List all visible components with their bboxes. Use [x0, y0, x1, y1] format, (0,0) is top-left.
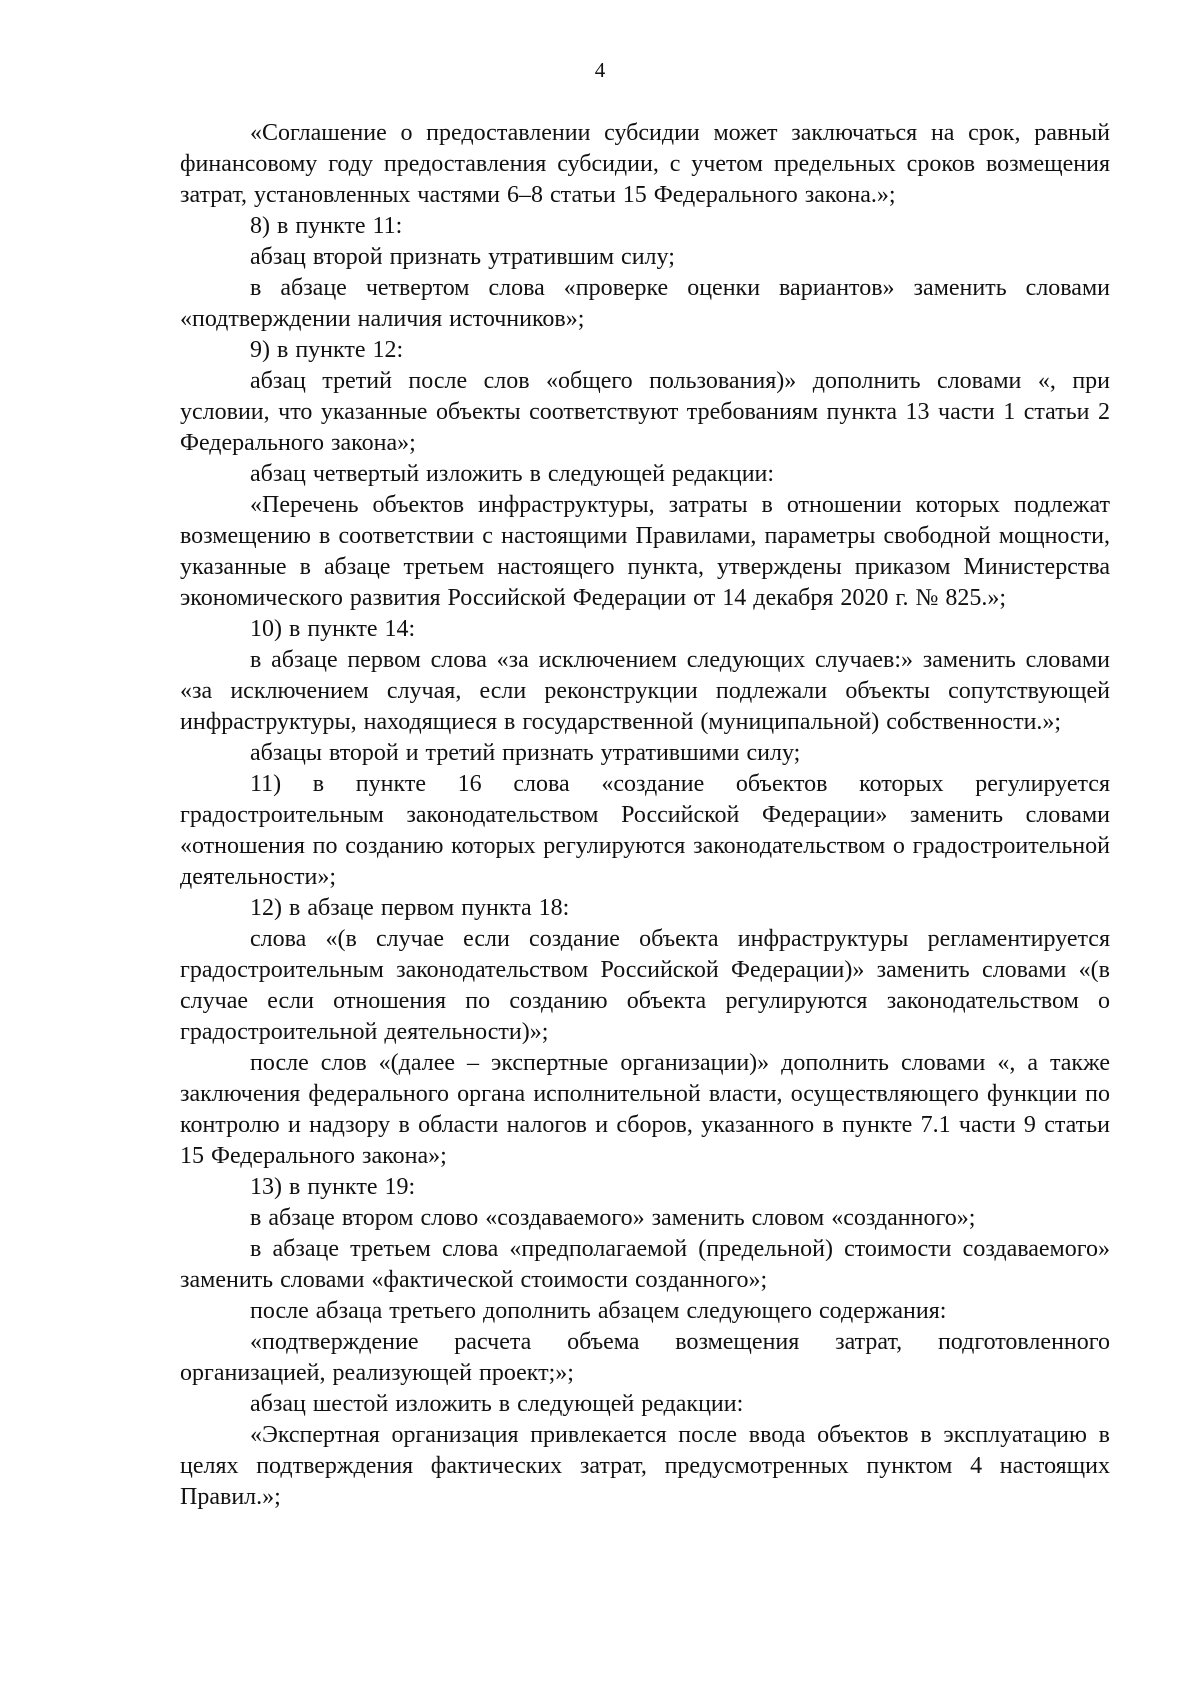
- paragraph: абзац второй признать утратившим силу;: [250, 244, 675, 270]
- paragraph: «подтверждение расчета объема возмещения затрат, подготовленного организацией, реализующей проект;»;: [180, 1329, 1110, 1386]
- document-body: [180, 118, 1110, 1513]
- paragraph: после абзаца третьего дополнить абзацем следующего содержания:: [250, 1298, 947, 1324]
- paragraph: 10) в пункте 14:: [250, 616, 416, 642]
- paragraph: абзац шестой изложить в следующей редакции:: [250, 1391, 744, 1417]
- paragraph: 13) в пункте 19:: [250, 1174, 416, 1200]
- paragraph: после слов «(далее – экспертные организации)» дополнить словами «, а также заключения федерального органа исполнительной власти, осуществляющего функции по контролю и надзору в области налогов и сборов, указанного в пункте 7.1 части 9 статьи 15 Федерального закона»;: [180, 1050, 1110, 1169]
- paragraph: «Экспертная организация привлекается после ввода объектов в эксплуатацию в целях подтверждения фактических затрат, предусмотренных пунктом 4 настоящих Правил.»;: [180, 1422, 1110, 1510]
- paragraph: 11) в пункте 16 слова «создание объектов которых регулируется градостроительным законодательством Российской Федерации» заменить словами «отношения по созданию которых регулируются законодательством о градостроительной деятельности»;: [180, 771, 1110, 890]
- paragraph: в абзаце четвертом слова «проверке оценки вариантов» заменить словами «подтверждении наличия источников»;: [180, 275, 1110, 332]
- page-number: 4: [594, 58, 606, 82]
- paragraph: абзац третий после слов «общего пользования)» дополнить словами «, при условии, что указанные объекты соответствуют требованиям пункта 13 части 1 статьи 2 Федерального закона»;: [180, 368, 1110, 456]
- paragraph: в абзаце первом слова «за исключением следующих случаев:» заменить словами «за исключением случая, если реконструкции подлежали объекты сопутствующей инфраструктуры, находящиеся в государственной (муниципальной) собственности.»;: [180, 647, 1110, 735]
- paragraph: абзац четвертый изложить в следующей редакции:: [250, 461, 775, 487]
- paragraph: 9) в пункте 12:: [250, 337, 404, 363]
- paragraph: 8) в пункте 11:: [250, 213, 403, 239]
- paragraph: абзацы второй и третий признать утратившими силу;: [250, 740, 801, 766]
- paragraph: слова «(в случае если создание объекта инфраструктуры регламентируется градостроительным законодательством Российской Федерации)» заменить словами «(в случае если отношения по созданию объекта регулируются законодательством о градостроительной деятельности)»;: [180, 926, 1110, 1045]
- paragraph: «Перечень объектов инфраструктуры, затраты в отношении которых подлежат возмещению в соответствии с настоящими Правилами, параметры свободной мощности, указанные в абзаце третьем настоящего пункта, утверждены приказом Министерства экономического развития Российской Федерации от 14 декабря 2020 г. № 825.»;: [180, 492, 1110, 611]
- paragraph: 12) в абзаце первом пункта 18:: [250, 895, 570, 921]
- paragraph: в абзаце втором слово «создаваемого» заменить словом «созданного»;: [250, 1205, 976, 1231]
- paragraph: в абзаце третьем слова «предполагаемой (предельной) стоимости создаваемого» заменить словами «фактической стоимости созданного»;: [180, 1236, 1110, 1293]
- paragraph: «Соглашение о предоставлении субсидии может заключаться на срок, равный финансовому году предоставления субсидии, с учетом предельных сроков возмещения затрат, установленных частями 6–8 статьи 15 Федерального закона.»;: [180, 120, 1110, 208]
